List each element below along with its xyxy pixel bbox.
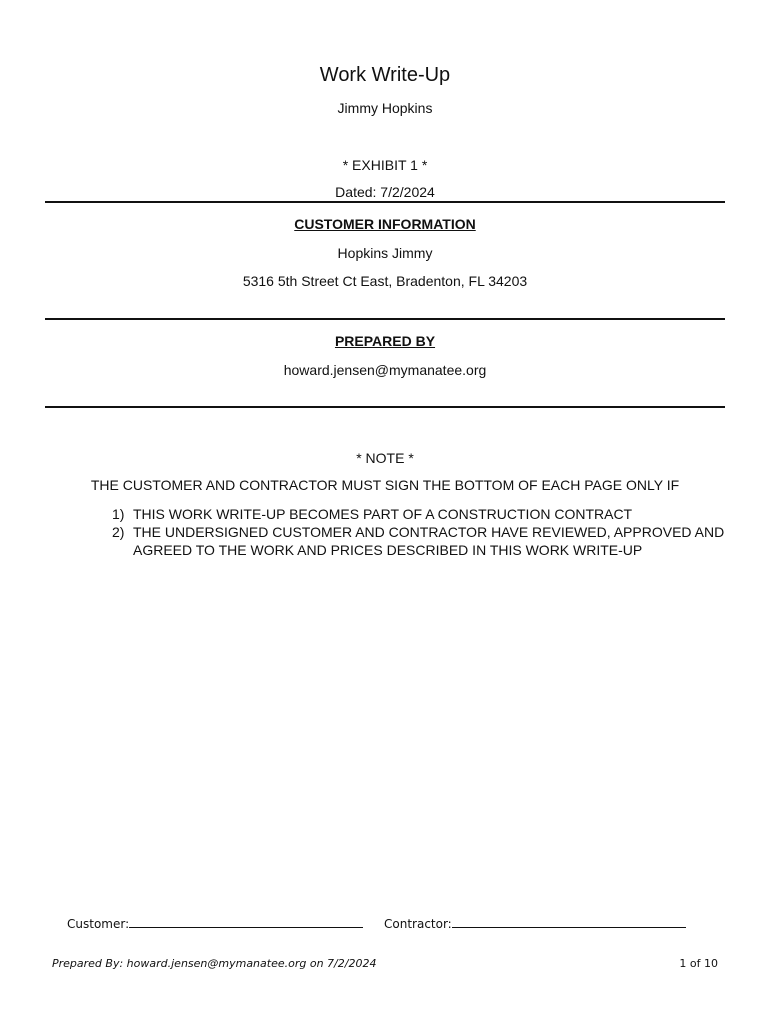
customer-information-heading: CUSTOMER INFORMATION <box>294 216 476 232</box>
contractor-signature-field[interactable] <box>384 916 686 931</box>
footer-prepared-by: Prepared By: howard.jensen@mymanatee.org on 7/2/2024 <box>52 957 377 970</box>
note-conditions-list <box>112 505 732 559</box>
customer-signature-field[interactable] <box>67 916 363 931</box>
list-item <box>112 505 732 523</box>
list-item-number: 2) <box>112 524 125 540</box>
exhibit-label: * EXHIBIT 1 * <box>342 157 428 173</box>
divider <box>45 406 725 408</box>
customer-signature-label: Customer: <box>67 917 130 931</box>
prepared-by-heading: PREPARED BY <box>334 333 436 349</box>
contractor-signature-line[interactable] <box>452 916 686 928</box>
document-subtitle: Jimmy Hopkins <box>337 100 433 116</box>
prepared-by-email: howard.jensen@mymanatee.org <box>283 362 487 378</box>
note-title: * NOTE * <box>356 450 414 466</box>
list-item <box>112 523 732 559</box>
customer-signature-line[interactable] <box>129 916 363 928</box>
list-item-text: THE UNDERSIGNED CUSTOMER AND CONTRACTOR HAVE REVIEWED, APPROVED AND AGREED TO THE WORK AND PRICES DESCRIBED IN THIS WORK WRITE-UP <box>133 524 725 558</box>
list-item-text: THIS WORK WRITE-UP BECOMES PART OF A CONSTRUCTION CONTRACT <box>133 506 633 522</box>
divider <box>45 318 725 320</box>
note-text: THE CUSTOMER AND CONTRACTOR MUST SIGN THE BOTTOM OF EACH PAGE ONLY IF <box>90 477 680 493</box>
divider <box>45 201 725 203</box>
document-title: Work Write-Up <box>319 64 451 86</box>
contractor-signature-label: Contractor: <box>384 917 452 931</box>
customer-address: 5316 5th Street Ct East, Bradenton, FL 34203 <box>242 273 528 289</box>
customer-name: Hopkins Jimmy <box>337 245 433 261</box>
dated-label: Dated: 7/2/2024 <box>335 184 435 200</box>
list-item-number: 1) <box>112 506 125 522</box>
page-number: 1 of 10 <box>679 957 718 970</box>
